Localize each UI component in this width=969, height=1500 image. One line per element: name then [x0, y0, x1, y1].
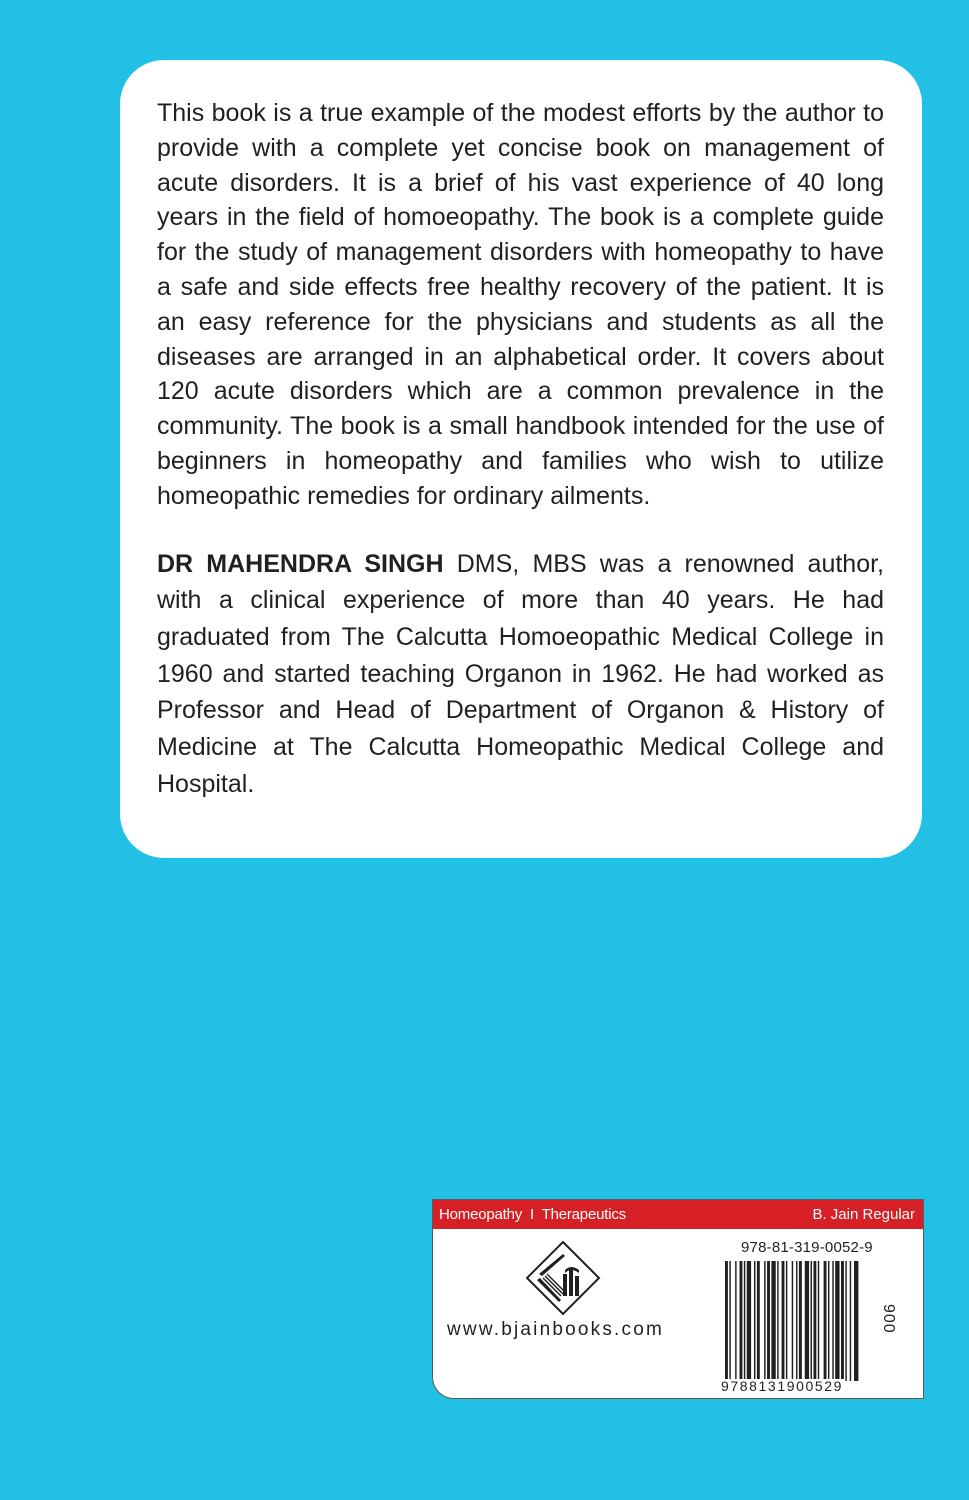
barcode-panel — [432, 1199, 924, 1399]
barcode-digits: 9788131900529 — [721, 1378, 844, 1394]
author-name: DR MAHENDRA SINGH — [157, 549, 444, 578]
category-label: Homeopathy I Therapeutics — [439, 1206, 626, 1223]
book-blurb: This book is a true example of the modest efforts by the author to provide with a complete yet concise book on management of acute disorders. It is a brief of his vast experience of 40 long years in the field of homoeopathy. The book is a complete guide for the study of management disorders with homeopathy to have a safe and side effects free healthy recovery of the patient. It is an easy reference for the physicians and students as all the diseases are arranged in an alphabetical order. It covers about 120 acute disorders which are a common prevalence in the community. The book is a small handbook intended for the use of beginners in homeopathy and families who wish to utilize homeopathic remedies for ordinary ailments. — [157, 99, 884, 510]
author-bio — [157, 546, 884, 803]
barcode-icon — [725, 1261, 895, 1381]
category-bar — [433, 1200, 923, 1229]
publisher-line-label: B. Jain Regular — [812, 1206, 915, 1223]
description-card — [120, 60, 922, 858]
website-text: www.bjainbooks.com — [447, 1319, 665, 1340]
author-bio-text: DMS, MBS was a renowned author, with a clinical experience of more than 40 years. He had graduated from The Calcutta Homoeopathic Medical College in 1960 and started teaching Organon in 1962. He had worked as Professor and Head of Department of Organon & History of Medicine at The Calcutta Homeopathic Medical College and Hospital. — [157, 549, 884, 798]
isbn-text: 978-81-319-0052-9 — [741, 1239, 873, 1256]
book-logo-icon — [525, 1240, 601, 1316]
price-addon-code: 900 — [880, 1304, 897, 1334]
